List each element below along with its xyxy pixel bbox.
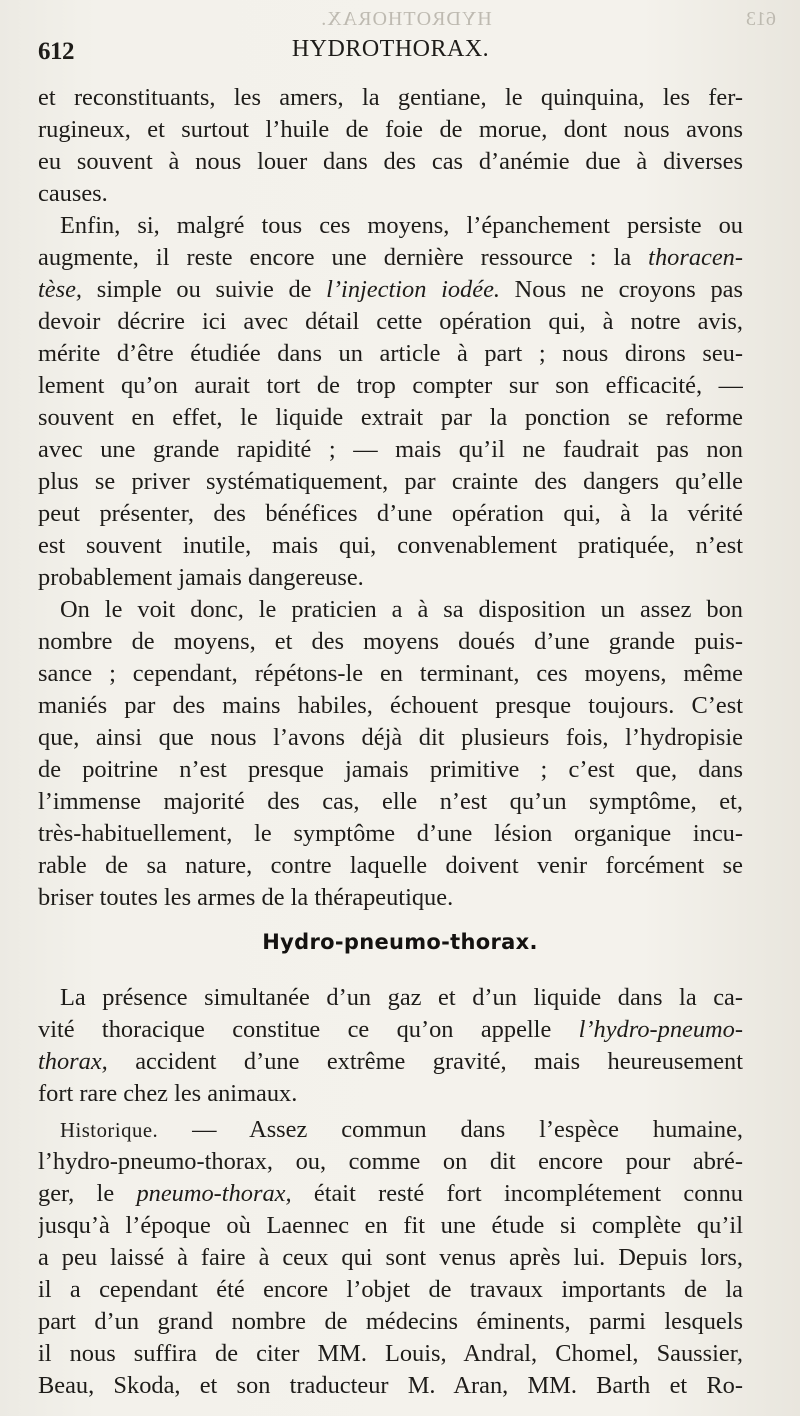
text-line: thorax, accident d’une extrême gravité, mais heureusement <box>38 1048 743 1075</box>
text-line: plus se priver systématiquement, par crainte des dangers qu’elle <box>38 468 743 495</box>
text-line: causes. <box>38 180 108 207</box>
text-line: rugineux, et surtout l’huile de foie de morue, dont nous avons <box>38 116 743 143</box>
text-line: nombre de moyens, et des moyens doués d’une grande puis- <box>38 628 743 655</box>
text-line: a peu laissé à faire à ceux qui sont venus après lui. Depuis lors, <box>38 1244 743 1271</box>
text-line: tèse, simple ou suivie de l’injection iodée. Nous ne croyons pas <box>38 276 743 303</box>
text-line: On le voit donc, le praticien a à sa disposition un assez bon <box>60 596 743 623</box>
page-number: 612 <box>38 38 74 65</box>
bleed-running-title: HYDROTHORAX. <box>320 8 492 30</box>
text-line: Historique. — Assez commun dans l’espèce humaine, <box>60 1116 743 1143</box>
text-line: vité thoracique constitue ce qu’on appelle l’hydro-pneumo- <box>38 1016 743 1043</box>
text-line: l’hydro-pneumo-thorax, ou, comme on dit encore pour abré- <box>38 1148 743 1175</box>
text-line: avec une grande rapidité ; — mais qu’il ne faudrait pas non <box>38 436 743 463</box>
text-line: sance ; cependant, répétons-le en terminant, ces moyens, même <box>38 660 743 687</box>
text-line: part d’un grand nombre de médecins éminents, parmi lesquels <box>38 1308 743 1335</box>
text-line: briser toutes les armes de la thérapeutique. <box>38 884 454 911</box>
text-line: très-habituellement, le symptôme d’une lésion organique incu- <box>38 820 743 847</box>
text-line: probablement jamais dangereuse. <box>38 564 364 591</box>
bleed-page-number: 613 <box>746 8 776 30</box>
text-line: et reconstituants, les amers, la gentiane, le quinquina, les fer- <box>38 84 743 111</box>
text-line: augmente, il reste encore une dernière ressource : la thoracen- <box>38 244 743 271</box>
text-line: rable de sa nature, contre laquelle doivent venir forcément se <box>38 852 743 879</box>
text-line: lement qu’on aurait tort de trop compter sur son efficacité, — <box>38 372 743 399</box>
text-line: jusqu’à l’époque où Laennec en fit une étude si complète qu’il <box>38 1212 743 1239</box>
text-line: eu souvent à nous louer dans des cas d’anémie due à diverses <box>38 148 743 175</box>
text-line: La présence simultanée d’un gaz et d’un liquide dans la ca- <box>60 984 743 1011</box>
text-line: que, ainsi que nous l’avons déjà dit plusieurs fois, l’hydropisie <box>38 724 743 751</box>
page-header <box>38 36 743 70</box>
bleed-through-header <box>36 8 776 30</box>
text-line: ger, le pneumo-thorax, était resté fort incomplétement connu <box>38 1180 743 1207</box>
text-line: mérite d’être étudiée dans un article à part ; nous dirons seu- <box>38 340 743 367</box>
text-line: fort rare chez les animaux. <box>38 1080 298 1107</box>
running-title: HYDROTHORAX. <box>291 36 490 62</box>
text-line: il a cependant été encore l’objet de travaux importants de la <box>38 1276 743 1303</box>
text-line: Enfin, si, malgré tous ces moyens, l’épanchement persiste ou <box>60 212 743 239</box>
text-line: devoir décrire ici avec détail cette opération qui, à notre avis, <box>38 308 743 335</box>
text-line: maniés par des mains habiles, échouent presque toujours. C’est <box>38 692 743 719</box>
text-line: souvent en effet, le liquide extrait par la ponction se reforme <box>38 404 743 431</box>
section-title: Hydro-pneumo-thorax. <box>262 930 538 954</box>
text-line: est souvent inutile, mais qui, convenablement pratiquée, n’est <box>38 532 743 559</box>
text-line: l’immense majorité des cas, elle n’est qu’un symptôme, et, <box>38 788 743 815</box>
text-line: il nous suffira de citer MM. Louis, Andral, Chomel, Saussier, <box>38 1340 743 1367</box>
text-line: de poitrine n’est presque jamais primitive ; c’est que, dans <box>38 756 743 783</box>
text-line: peut présenter, des bénéfices d’une opération qui, à la vérité <box>38 500 743 527</box>
text-line: Beau, Skoda, et son traducteur M. Aran, MM. Barth et Ro- <box>38 1372 743 1399</box>
